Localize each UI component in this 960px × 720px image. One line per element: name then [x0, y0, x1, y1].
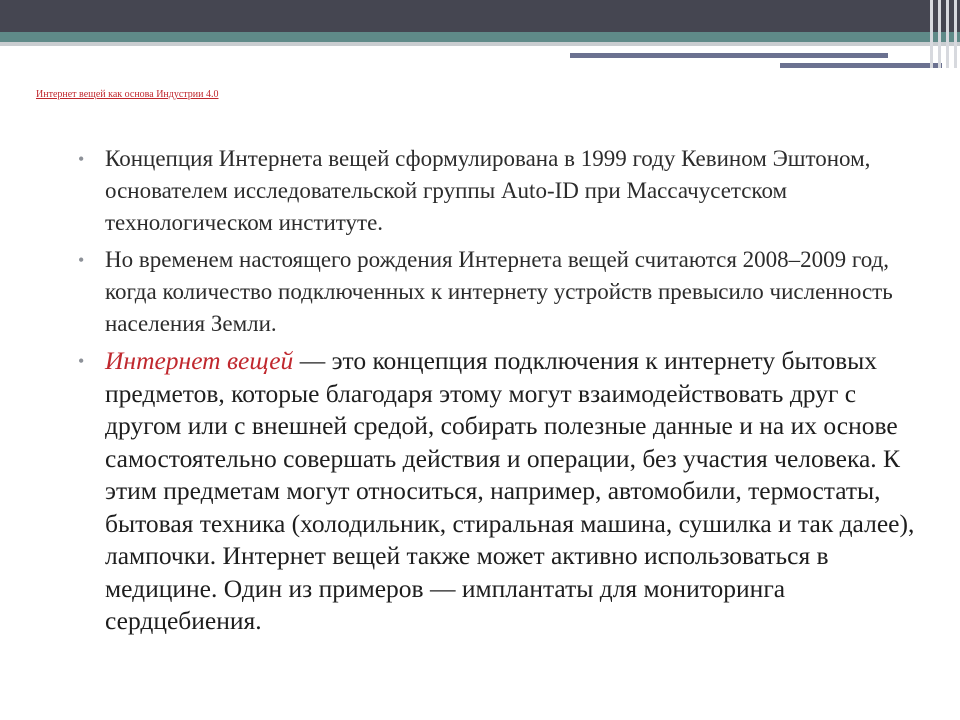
header-accent-bar — [570, 53, 888, 58]
bullet-dot-icon: • — [78, 351, 85, 371]
bullet-item — [78, 345, 918, 638]
header-teal-band — [0, 32, 960, 42]
bullet-text: Концепция Интернета вещей сформулирована в 1999 году Кевином Эштоном, основателем исследовательской группы Auto-ID при Массачусетском технологическом институте. — [105, 146, 871, 235]
bullet-dot-icon: • — [78, 250, 85, 270]
header-grey-band — [0, 42, 960, 46]
bullet-item — [78, 143, 918, 239]
bullet-item — [78, 244, 918, 340]
header-dark-band — [0, 0, 960, 32]
header-accent-bar-short — [780, 63, 942, 68]
slide-title[interactable]: Интернет вещей как основа Индустрии 4.0 — [36, 89, 219, 100]
bullet-text: — это концепция подключения к интернету бытовых предметов, которые благодаря этому могут взаимодействовать друг с другом или с внешней средой, собирать полезные данные и на их основе самостоятельно совершать действия и операции, без участия человека. К этим предметам могут относиться, например, автомобили, термостаты, бытовая техника (холодильник, стиральная машина, сушилка и так далее), лампочки. Интернет вещей также может активно использоваться в медицине. Один из примеров — имплантаты для мониторинга сердцебиения. — [105, 346, 915, 635]
bullet-dot-icon: • — [78, 149, 85, 169]
corner-decoration — [924, 0, 960, 68]
highlighted-term: Интернет вещей — [105, 346, 294, 375]
bullet-list — [78, 143, 918, 638]
bullet-text: Но временем настоящего рождения Интернета вещей считаются 2008–2009 год, когда количество подключенных к интернету устройств превысило численность населения Земли. — [105, 247, 893, 336]
